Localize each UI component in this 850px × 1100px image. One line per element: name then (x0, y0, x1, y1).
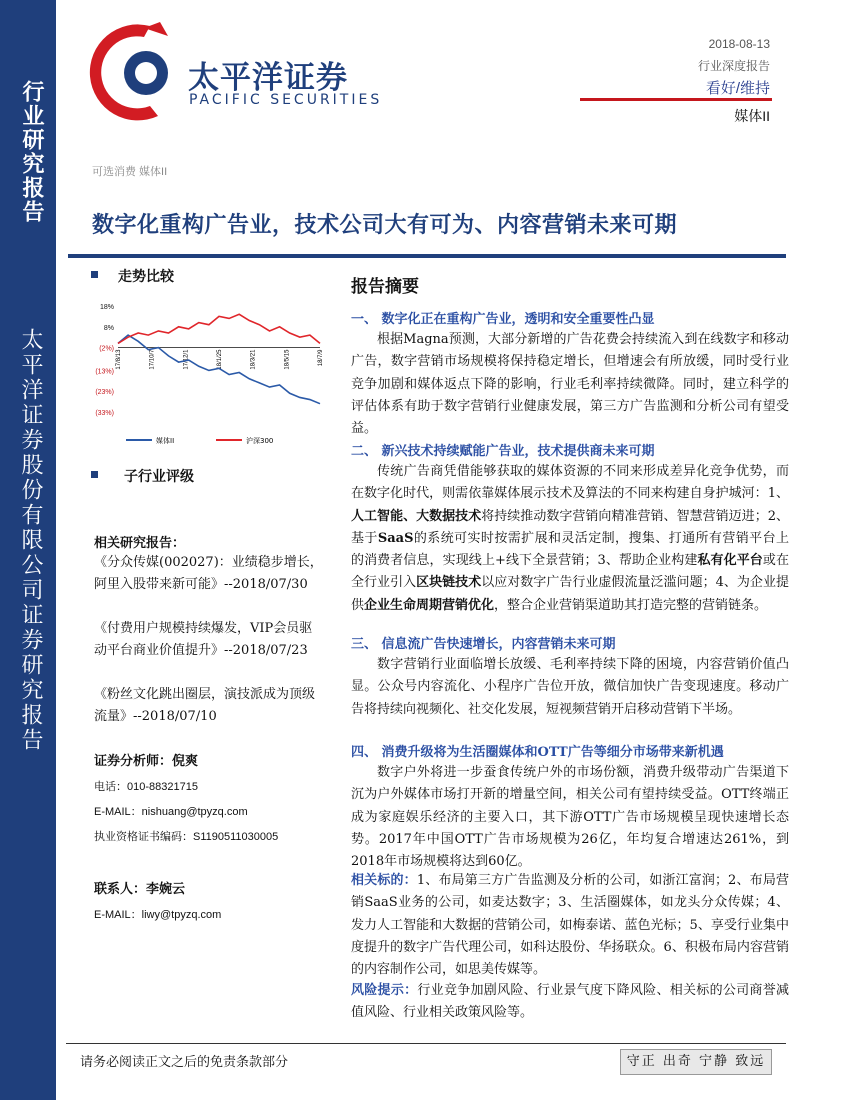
y-tick-label: (23%) (95, 389, 114, 397)
related-report-link[interactable]: 《付费用户规模持续爆发，VIP会员驱动平台商业价值提升》--2018/07/23 (94, 621, 313, 658)
page-title: 数字化重构广告业，技术公司大有可为、内容营销未来可期 (92, 212, 678, 238)
y-tick-label: 8% (103, 324, 114, 332)
related-research-heading: 相关研究报告： (94, 536, 186, 551)
legend-label: 媒体II (156, 437, 175, 445)
category-label: 可选消费 媒体II (92, 166, 168, 178)
related-report-link[interactable]: 《粉丝文化跳出圈层，演技派成为顶级流量》--2018/07/10 (94, 687, 316, 724)
series-line (118, 314, 320, 343)
x-tick-label: 18/1/25 (217, 349, 223, 370)
analyst-phone: 电话：010-88321715 (94, 781, 198, 793)
section-paragraph: 数字营销行业面临增长放缓、毛利率持续下降的困境，内容营销价值凸显。公众号内容流化、小程序广告位开放，微信加快广告变现速度。移动广告将持续向视频化、社交化发展，短视频营销开启移动营销下半场。 (351, 657, 789, 717)
y-axis-ticks (95, 304, 114, 417)
company-logo-icon (88, 18, 183, 123)
trend-heading: 走势比较 (118, 269, 174, 285)
analyst-license: 执业资格证书编码：S1190511030005 (94, 831, 279, 843)
bullet-square-icon (91, 471, 98, 478)
trend-chart (86, 294, 340, 454)
x-tick-label: 17/12/1 (183, 349, 190, 370)
risk-warning: 风险提示：行业竞争加剧风险、行业景气度下降风险、相关标的公司商誉减值风险、行业相关政策风险等。 (351, 983, 789, 1021)
x-axis-ticks (116, 349, 324, 370)
x-tick-label: 18/7/9 (318, 349, 324, 367)
chart-legend (126, 436, 273, 445)
section-paragraph: 根据Magna预测，大部分新增的广告花费会持续流入到在线数字和移动广告，数字营销市场规模将保持稳定增长，但增速会有所放缓，同时受行业竞争加剧和媒体返点下降的影响，行业毛利率持续微降。同时，建立科学的评估体系有助于数字营销行业健康发展，第三方广告监测和分析公司有望受益。 (351, 332, 789, 437)
x-tick-label: 17/8/13 (116, 349, 122, 370)
sidebar-company: 太平洋证券股份有限公司证券研究报告 (18, 328, 43, 753)
section-heading: 一、 数字化正在重构广告业，透明和安全重要性凸显 (351, 312, 655, 327)
summary-heading: 报告摘要 (351, 277, 419, 297)
header-divider (580, 98, 772, 101)
report-rating: 看好/维持 (705, 80, 770, 97)
sidebar-title: 行业研究报告 (19, 80, 45, 224)
x-tick-label: 17/10/7 (149, 349, 156, 370)
report-sector: 媒体II (734, 108, 770, 124)
bullet-square-icon (91, 271, 98, 278)
report-date: 2018-08-13 (708, 37, 770, 51)
y-tick-label: (2%) (99, 345, 114, 353)
section-paragraph: 传统广告商凭借能够获取的媒体资源的不同来形成差异化竞争优势，而在数字化时代，则需依靠媒体展示技术及算法的不同来构建自身护城河：1、人工智能、大数据技术将持续推动数字营销向精准营销、智慧营销迈进；2、基于SaaS的系统可实时按需扩展和灵活定制，搜集、打通所有营销平台上的消费者信息，实现线上+线下全景营销；3、帮助企业构建私有化平台或在全行业引入区块链技术以应对数字广告行业虚假流量泛滥问题；4、为企业提供企业生命周期营销优化，整合企业营销渠道助其打造完整的营销链条。 (351, 464, 789, 613)
related-report-link[interactable]: 《分众传媒(002027)：业绩稳步增长，阿里入股带来新可能》--2018/07/30 (94, 555, 323, 592)
report-type: 行业深度报告 (697, 59, 770, 73)
related-targets: 相关标的：1、布局第三方广告监测及分析的公司，如浙江富润；2、布局营销SaaS业务的公司，如麦达数字；3、生活圈媒体，如龙头分众传媒；4、发力人工智能和大数据的营销公司，如梅泰诺、蓝色光标；5、享受行业集中度提升的数字广告代理公司，如科达股份、华扬联众。6、积极布局内容营销的内容制作公司，如思美传媒等。 (351, 873, 789, 978)
section-heading: 三、 信息流广告快速增长，内容营销未来可期 (351, 637, 616, 652)
logo-chinese-name: 太平洋证券 (188, 60, 348, 96)
analyst-email[interactable]: E-MAIL：nishuang@tpyzq.com (94, 806, 248, 818)
x-tick-label: 18/3/21 (250, 349, 257, 370)
footer-motto: 守正 出奇 宁静 致远 (620, 1049, 772, 1075)
section-heading: 二、 新兴技术持续赋能广告业，技术提供商未来可期 (351, 444, 655, 459)
section-paragraph: 数字户外将进一步蚕食传统户外的市场份额，消费升级带动广告渠道下沉为户外媒体市场打开新的增量空间，相关公司有望持续受益。OTT终端正成为家庭娱乐经济的主要入口，其下游OTT广告市场规模呈现快速增长态势。2017年中国OTT广告市场规模为26亿，年均复合增速达261%，到2018年市场规模将达到60亿。 (351, 765, 789, 870)
title-divider (68, 254, 786, 258)
contact-email[interactable]: E-MAIL：liwy@tpyzq.com (94, 909, 222, 921)
x-tick-label: 18/5/15 (284, 349, 291, 370)
sub-rating-heading: 子行业评级 (124, 469, 194, 485)
legend-label: 沪深300 (246, 437, 274, 445)
y-tick-label: (33%) (95, 410, 114, 417)
y-tick-label: (13%) (95, 368, 114, 376)
y-tick-label: 18% (99, 304, 114, 311)
footer-disclaimer: 请务必阅读正文之后的免责条款部分 (80, 1055, 289, 1070)
analyst-heading: 证券分析师：倪爽 (94, 754, 199, 769)
contact-heading: 联系人：李婉云 (94, 882, 186, 897)
footer-divider (66, 1043, 786, 1044)
section-heading: 四、 消费升级将为生活圈媒体和OTT广告等细分市场带来新机遇 (351, 745, 724, 760)
logo-english-name: PACIFIC SECURITIES (189, 92, 383, 108)
